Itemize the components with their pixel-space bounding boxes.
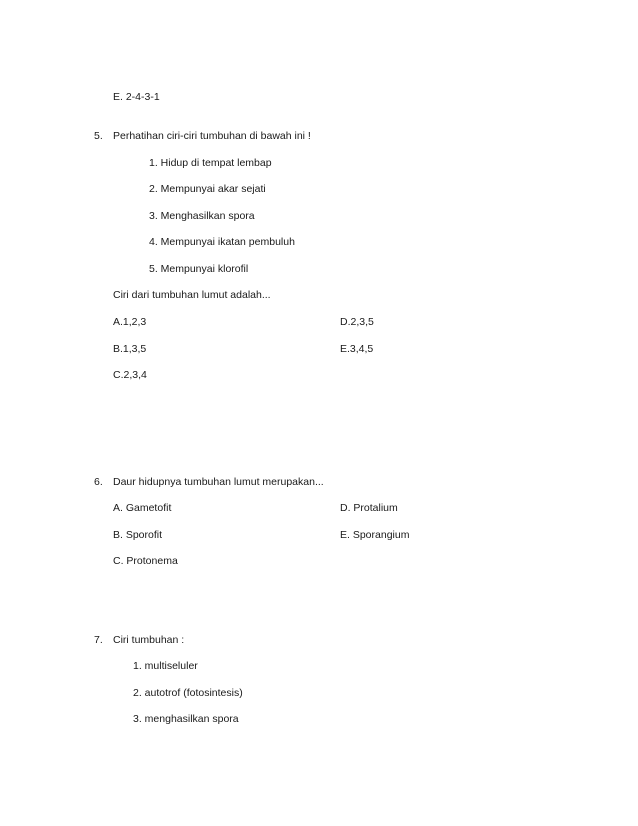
q5-option-d: D.2,3,5 bbox=[340, 316, 374, 328]
q5-item-1: 1. Hidup di tempat lembap bbox=[149, 157, 272, 169]
q7-item-3: 3. menghasilkan spora bbox=[133, 713, 239, 725]
q6-number: 6. bbox=[94, 476, 103, 488]
q7-number: 7. bbox=[94, 634, 103, 646]
q5-number: 5. bbox=[94, 130, 103, 142]
q5-item-5: 5. Mempunyai klorofil bbox=[149, 263, 249, 275]
q5-prompt: Perhatihan ciri-ciri tumbuhan di bawah ini ! bbox=[113, 130, 311, 142]
q7-item-1: 1. multiseluler bbox=[133, 660, 198, 672]
q6-prompt: Daur hidupnya tumbuhan lumut merupakan... bbox=[113, 476, 324, 488]
q6-option-c: C. Protonema bbox=[113, 555, 178, 567]
q6-option-d: D. Protalium bbox=[340, 502, 398, 514]
q7-prompt: Ciri tumbuhan : bbox=[113, 634, 185, 646]
q7-item-2: 2. autotrof (fotosintesis) bbox=[133, 687, 243, 699]
q5-option-e: E.3,4,5 bbox=[340, 343, 374, 355]
q5-question: Ciri dari tumbuhan lumut adalah... bbox=[113, 289, 271, 301]
q6-option-b: B. Sporofit bbox=[113, 529, 163, 541]
q6-option-a: A. Gametofit bbox=[113, 502, 172, 514]
q6-option-e: E. Sporangium bbox=[340, 529, 410, 541]
q5-item-4: 4. Mempunyai ikatan pembuluh bbox=[149, 236, 295, 248]
q5-option-a: A.1,2,3 bbox=[113, 316, 147, 328]
q5-item-2: 2. Mempunyai akar sejati bbox=[149, 183, 266, 195]
prev-option-e: E. 2-4-3-1 bbox=[113, 91, 160, 103]
q5-option-c: C.2,3,4 bbox=[113, 369, 147, 381]
q5-item-3: 3. Menghasilkan spora bbox=[149, 210, 255, 222]
q5-option-b: B.1,3,5 bbox=[113, 343, 147, 355]
